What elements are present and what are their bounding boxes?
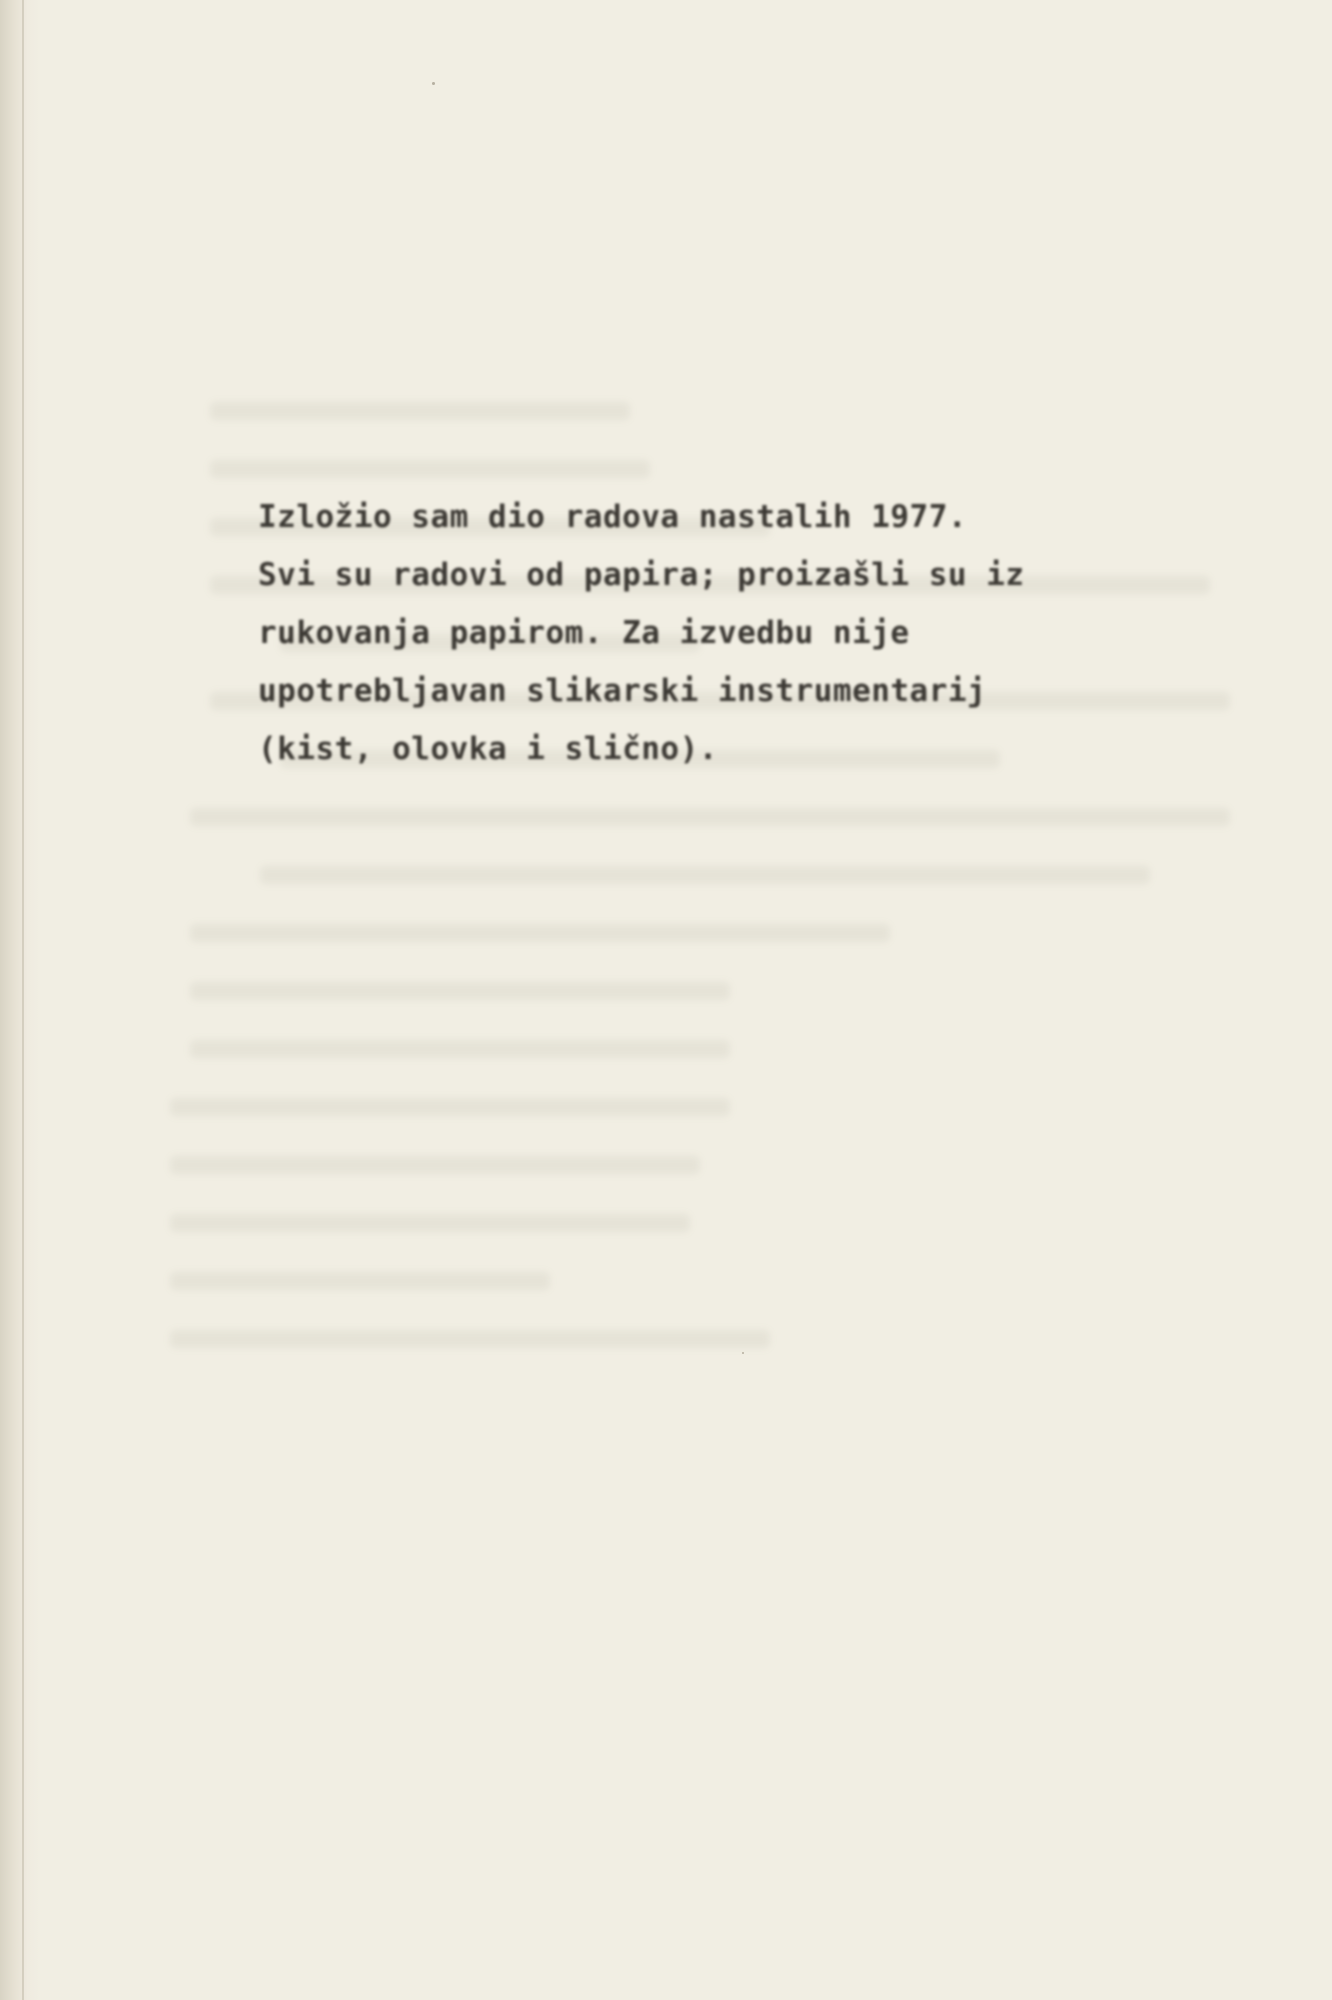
paper-speck [648,632,650,634]
paper-speck [742,1352,744,1354]
typed-statement [258,488,1118,778]
binding-edge [22,0,24,2000]
statement-line-1: Izložio sam dio radova nastalih 1977. [258,499,968,535]
statement-line-4: upotrebljavan slikarski instrumentarij [258,673,987,709]
paper-speck [432,82,435,85]
statement-line-3: rukovanja papirom. Za izvedbu nije [258,615,910,651]
statement-line-5: (kist, olovka i slično). [258,731,718,767]
binding-shadow [0,0,40,2000]
statement-line-2: Svi su radovi od papira; proizašli su iz [258,557,1025,593]
